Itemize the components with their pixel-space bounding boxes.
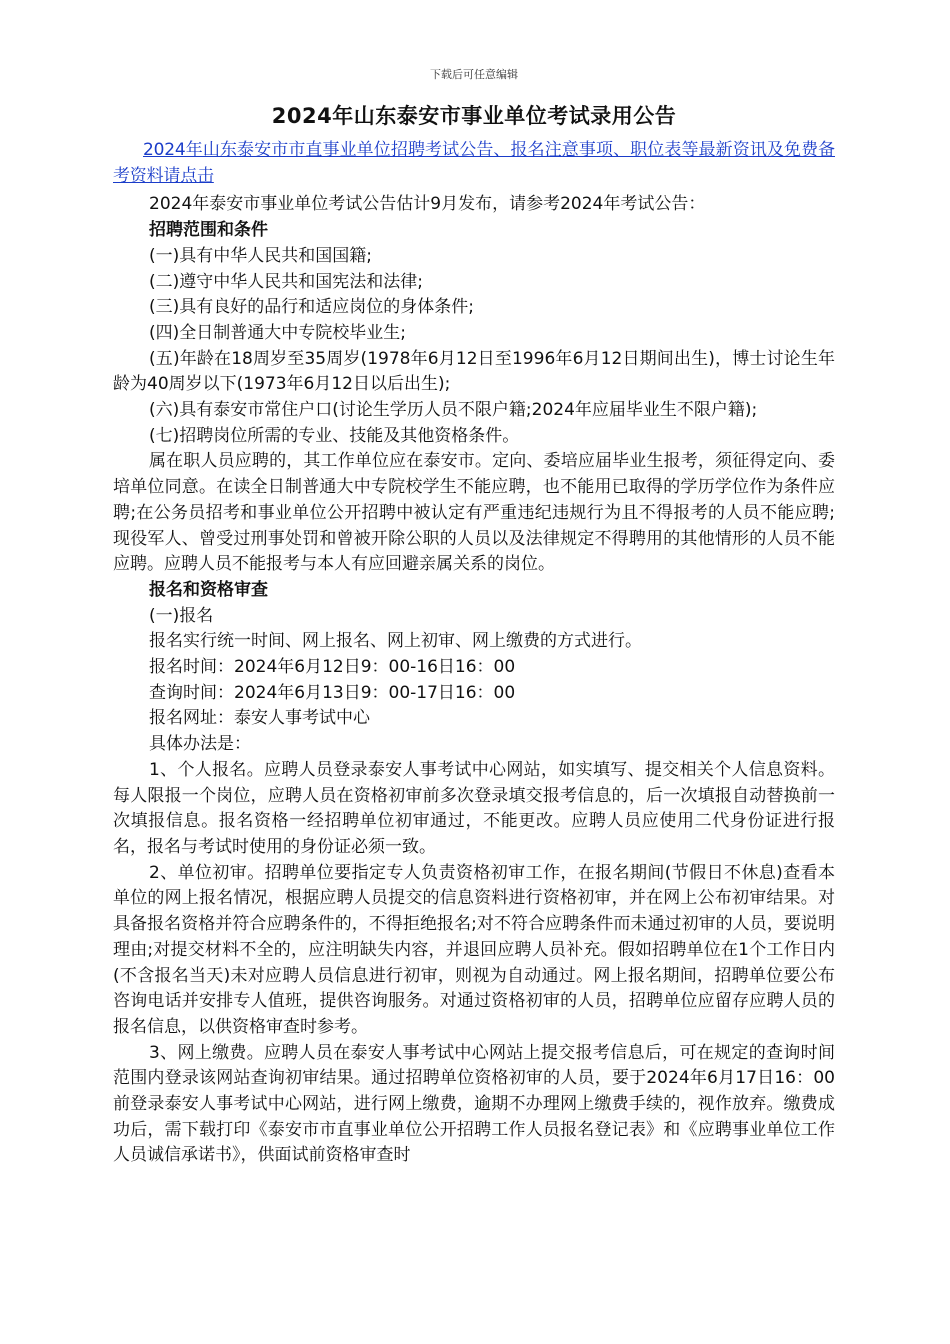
step-paragraph: 2、单位初审。招聘单位要指定专人负责资格初审工作，在报名期间(节假日不休息)查看本单位的网上报名情况，根据应聘人员提交的信息资料进行资格初审，并在网上公布初审结果。对具备报名资格并符合应聘条件的，不得拒绝报名;对不符合应聘条件而未通过初审的人员，要说明理由;对提交材料不全的，应注明缺失内容，并退回应聘人员补充。假如招聘单位在1个工作日内(不含报名当天)未对应聘人员信息进行初审，则视为自动通过。网上报名期间，招聘单位要公布咨询电话并安排专人值班，提供咨询服务。对通过资格初审的人员，招聘单位应留存应聘人员的报名信息，以供资格审查时参考。 bbox=[113, 862, 835, 1037]
section-heading-conditions: 招聘范围和条件 bbox=[149, 220, 268, 241]
query-time: 查询时间：2024年6月13日9：00-17日16：00 bbox=[149, 682, 516, 703]
condition-item: (六)具有泰安市常住户口(讨论生学历人员不限户籍;2024年应届毕业生不限户籍); bbox=[149, 400, 758, 421]
section-heading-registration: 报名和资格审查 bbox=[149, 579, 268, 600]
condition-item: (二)遵守中华人民共和国宪法和法律; bbox=[149, 271, 423, 292]
registration-website: 报名网址：泰安人事考试中心 bbox=[149, 708, 370, 729]
condition-item: (五)年龄在18周岁至35周岁(1978年6月12日至1996年6月12日期间出生)，博士讨论生年龄为40周岁以下(1973年6月12日以后出生); bbox=[113, 348, 835, 395]
registration-time: 报名时间：2024年6月12日9：00-16日16：00 bbox=[149, 657, 516, 678]
condition-item: (一)具有中华人民共和国国籍; bbox=[149, 245, 372, 266]
header-note: 下载后可任意编辑 bbox=[430, 68, 518, 81]
condition-item: (三)具有良好的品行和适应岗位的身体条件; bbox=[149, 297, 474, 318]
sub-heading-registration: (一)报名 bbox=[149, 605, 214, 626]
document-page bbox=[113, 66, 835, 1169]
document-title: 2024年山东泰安市事业单位考试录用公告 bbox=[271, 104, 677, 128]
step-paragraph: 1、个人报名。应聘人员登录泰安人事考试中心网站，如实填写、提交相关个人信息资料。每人限报一个岗位，应聘人员在资格初审前多次登录填交报考信息的，后一次填报自动替换前一次填报信息。报名资格一经招聘单位初审通过，不能更改。应聘人员应使用二代身份证进行报名，报名与考试时使用的身份证必须一致。 bbox=[113, 759, 835, 857]
method-intro: 具体办法是： bbox=[149, 734, 251, 755]
intro-paragraph: 2024年泰安市事业单位考试公告估计9月发布，请参考2024年考试公告： bbox=[149, 194, 706, 215]
condition-item: (四)全日制普通大中专院校毕业生; bbox=[149, 322, 406, 343]
info-link[interactable]: 2024年山东泰安市市直事业单位招聘考试公告、报名注意事项、职位表等最新资讯及免费备考资料请点击 bbox=[113, 140, 835, 186]
step-paragraph: 3、网上缴费。应聘人员在泰安人事考试中心网站上提交报考信息后，可在规定的查询时间范围内登录该网站查询初审结果。通过招聘单位资格初审的人员，要于2024年6月17日16：00前登录泰安人事考试中心网站，进行网上缴费，逾期不办理网上缴费手续的，视作放弃。缴费成功后，需下载打印《泰安市市直事业单位公开招聘工作人员报名登记表》和《应聘事业单位工作人员诚信承诺书》，供面试前资格审查时 bbox=[113, 1042, 835, 1166]
condition-item: (七)招聘岗位所需的专业、技能及其他资格条件。 bbox=[149, 425, 520, 446]
registration-line: 报名实行统一时间、网上报名、网上初审、网上缴费的方式进行。 bbox=[149, 631, 642, 652]
document-body bbox=[113, 138, 835, 1169]
conditions-paragraph: 属在职人员应聘的，其工作单位应在泰安市。定向、委培应届毕业生报考，须征得定向、委培单位同意。在读全日制普通大中专院校学生不能应聘，也不能用已取得的学历学位作为条件应聘;在公务员招考和事业单位公开招聘中被认定有严重违纪违规行为且不得报考的人员不能应聘;现役军人、曾受过刑事处罚和曾被开除公职的人员以及法律规定不得聘用的其他情形的人员不能应聘。应聘人员不能报考与本人有应回避亲属关系的岗位。 bbox=[113, 451, 835, 575]
